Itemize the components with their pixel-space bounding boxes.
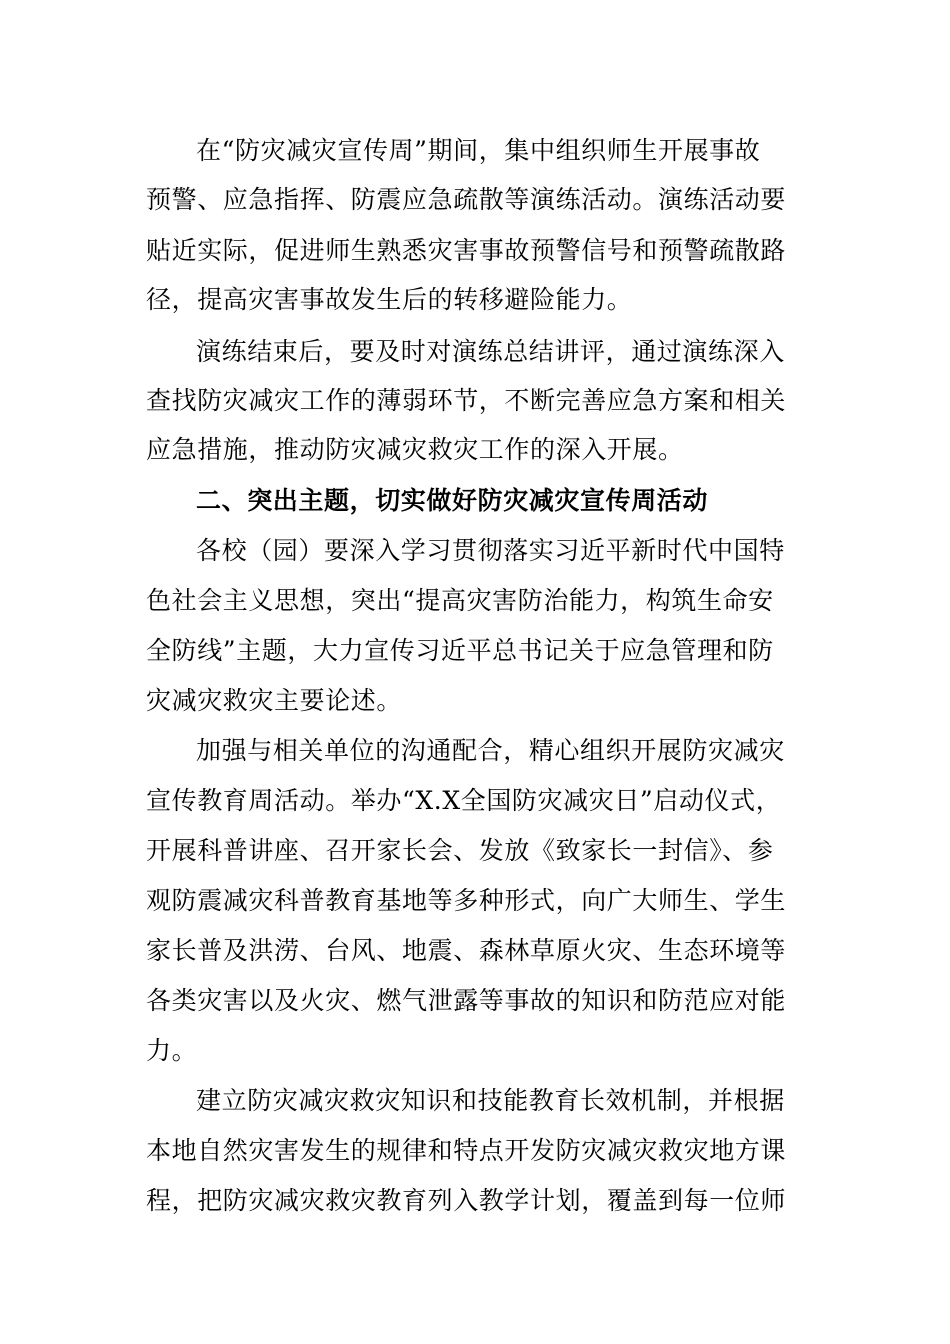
paragraph-4-line-1: 加强与相关单位的沟通配合，精心组织开展防灾减灾	[196, 736, 785, 765]
paragraph-5-line-2: 本地自然灾害发生的规律和特点开发防灾减灾救灾地方课	[146, 1136, 787, 1165]
paragraph-4-line-2: 宣传教育周活动。举办“X.X全国防灾减灾日”启动仪式，	[146, 786, 782, 815]
paragraph-1-line-2: 预警、应急指挥、防震应急疏散等演练活动。演练活动要	[146, 185, 787, 214]
paragraph-2-line-1: 演练结束后，要及时对演练总结讲评，通过演练深入	[196, 337, 785, 366]
paragraph-4-line-3: 开展科普讲座、召开家长会、发放《致家长一封信》、参	[146, 836, 774, 865]
paragraph-4-line-5: 家长普及洪涝、台风、地震、森林草原火灾、生态环境等	[146, 936, 787, 965]
paragraph-1-line-1: 在“防灾减灾宣传周”期间，集中组织师生开展事故	[196, 136, 761, 165]
paragraph-2-line-3: 应急措施，推动防灾减灾救灾工作的深入开展。	[146, 435, 684, 464]
paragraph-3-line-2: 色社会主义思想，突出“提高灾害防治能力，构筑生命安	[146, 586, 774, 615]
paragraph-4-line-4: 观防震减灾科普教育基地等多种形式，向广大师生、学生	[146, 886, 787, 915]
paragraph-5-line-3: 程，把防灾减灾救灾教育列入教学计划，覆盖到每一位师	[146, 1186, 787, 1215]
paragraph-3-line-3: 全防线”主题，大力宣传习近平总书记关于应急管理和防	[146, 636, 774, 665]
paragraph-3-line-4: 灾减灾救灾主要论述。	[146, 686, 403, 715]
paragraph-2-line-2: 查找防灾减灾工作的薄弱环节，不断完善应急方案和相关	[146, 386, 787, 415]
paragraph-1-line-4: 径，提高灾害事故发生后的转移避险能力。	[146, 285, 633, 314]
paragraph-4-line-7: 力。	[146, 1036, 198, 1065]
paragraph-4-line-6: 各类灾害以及火灾、燃气泄露等事故的知识和防范应对能	[146, 986, 787, 1015]
paragraph-3-line-1: 各校（园）要深入学习贯彻落实习近平新时代中国特	[196, 536, 785, 565]
paragraph-5-line-1: 建立防灾减灾救灾知识和技能教育长效机制，并根据	[196, 1086, 785, 1115]
paragraph-1-line-3: 贴近实际，促进师生熟悉灾害事故预警信号和预警疏散路	[146, 236, 787, 265]
section-heading: 二、突出主题，切实做好防灾减灾宣传周活动	[196, 486, 709, 515]
